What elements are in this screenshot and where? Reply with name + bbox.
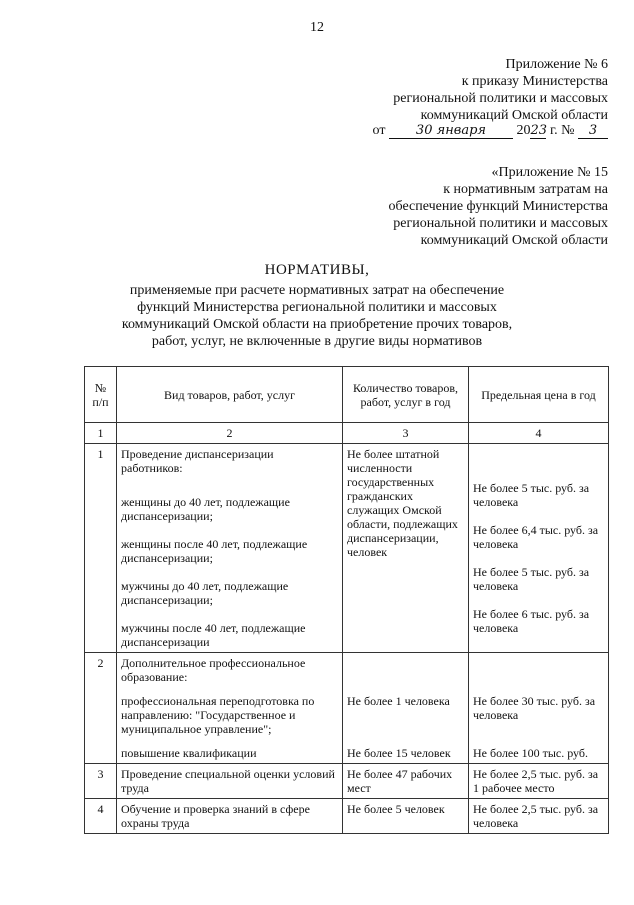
column-number: 1 — [85, 423, 117, 444]
service-item: мужчины до 40 лет, подлежащие диспансеризации; — [121, 579, 289, 607]
service-item: женщины после 40 лет, подлежащие диспансеризации; — [121, 537, 308, 565]
row-number: 1 — [85, 444, 117, 653]
subtitle-line: функций Министерства региональной политики и массовых — [137, 300, 497, 315]
date-prefix: от — [372, 123, 386, 138]
order-date-line — [373, 123, 608, 139]
document-subtitle — [100, 282, 534, 350]
header-quantity: Количество товаров, работ, услуг в год — [343, 367, 469, 423]
table-row — [85, 653, 609, 764]
price-item: Не более 6,4 тыс. руб. за человека — [473, 523, 599, 551]
price-cell: Не более 2,5 тыс. руб. за человека — [469, 799, 609, 834]
service-cell — [117, 444, 343, 653]
quantity-cell: Не более штатной численности государственных гражданских служащих Омской области, подлежащих диспансеризации, человек — [343, 444, 469, 653]
row-number: 3 — [85, 764, 117, 799]
quantity-cell: Не более 47 рабочих мест — [343, 764, 469, 799]
price-item: Не более 30 тыс. руб. за человека — [473, 694, 596, 722]
year-prefix: 20 — [516, 123, 531, 138]
price-item: Не более 5 тыс. руб. за человека — [473, 565, 590, 593]
appendix-15-line: коммуникаций Омской области — [420, 233, 608, 248]
handwritten-day-month: 30 января — [389, 123, 513, 139]
subtitle-line: применяемые при расчете нормативных затрат на обеспечение — [129, 283, 505, 298]
appendix-15-line: «Приложение № 15 — [491, 165, 608, 180]
row-number: 4 — [85, 799, 117, 834]
year-number-label: г. № — [549, 123, 575, 138]
standards-table — [84, 366, 609, 834]
subtitle-line: коммуникаций Омской области на приобретение прочих товаров, — [121, 317, 513, 332]
handwritten-order-number: 3 — [578, 123, 608, 139]
column-number: 3 — [343, 423, 469, 444]
appendix-6-line: коммуникаций Омской области — [420, 108, 608, 123]
service-item: мужчины после 40 лет, подлежащие диспансеризации — [121, 621, 306, 649]
appendix-15-line: к нормативным затратам на — [443, 182, 608, 197]
handwritten-year: 23 — [530, 123, 548, 138]
table-row — [85, 799, 609, 834]
quantity-cell: Не более 5 человек — [343, 799, 469, 834]
column-number: 4 — [469, 423, 609, 444]
appendix-6-line: к приказу Министерства — [461, 74, 608, 89]
service-cell — [117, 653, 343, 764]
appendix-15-line: обеспечение функций Министерства — [388, 199, 608, 214]
column-number: 2 — [117, 423, 343, 444]
header-price: Предельная цена в год — [469, 367, 609, 423]
page-number: 12 — [310, 20, 324, 35]
price-cell: Не более 2,5 тыс. руб. за 1 рабочее место — [469, 764, 609, 799]
service-title: Дополнительное профессиональное образование: — [121, 656, 306, 684]
document-title: НОРМАТИВЫ, — [264, 262, 370, 278]
appendix-6-header — [393, 56, 608, 124]
quantity-item: Не более 15 человек — [347, 746, 451, 760]
header-number: № п/п — [85, 367, 117, 423]
service-cell: Обучение и проверка знаний в сфере охраны труда — [117, 799, 343, 834]
price-item: Не более 100 тыс. руб. — [473, 746, 589, 760]
service-item: женщины до 40 лет, подлежащие диспансеризации; — [121, 495, 290, 523]
subtitle-line: работ, услуг, не включенные в другие виды нормативов — [151, 334, 483, 349]
table-row — [85, 764, 609, 799]
appendix-15-line: региональной политики и массовых — [393, 216, 608, 231]
row-number: 2 — [85, 653, 117, 764]
quantity-cell — [343, 653, 469, 764]
appendix-6-line: региональной политики и массовых — [393, 91, 608, 106]
service-item: повышение квалификации — [121, 746, 257, 760]
table-row — [85, 444, 609, 653]
header-type: Вид товаров, работ, услуг — [117, 367, 343, 423]
table-header-row — [85, 367, 609, 423]
service-cell: Проведение специальной оценки условий труда — [117, 764, 343, 799]
column-number-row — [85, 423, 609, 444]
service-item: профессиональная переподготовка по направлению: "Государственное и муниципальное управление"; — [121, 694, 315, 736]
appendix-6-line: Приложение № 6 — [505, 57, 608, 72]
price-item: Не более 5 тыс. руб. за человека — [473, 481, 590, 509]
price-cell — [469, 444, 609, 653]
service-title: Проведение диспансеризации работников: — [121, 447, 274, 475]
price-item: Не более 6 тыс. руб. за человека — [473, 607, 590, 635]
quantity-item: Не более 1 человека — [347, 694, 450, 708]
price-cell — [469, 653, 609, 764]
appendix-15-header — [389, 164, 608, 249]
